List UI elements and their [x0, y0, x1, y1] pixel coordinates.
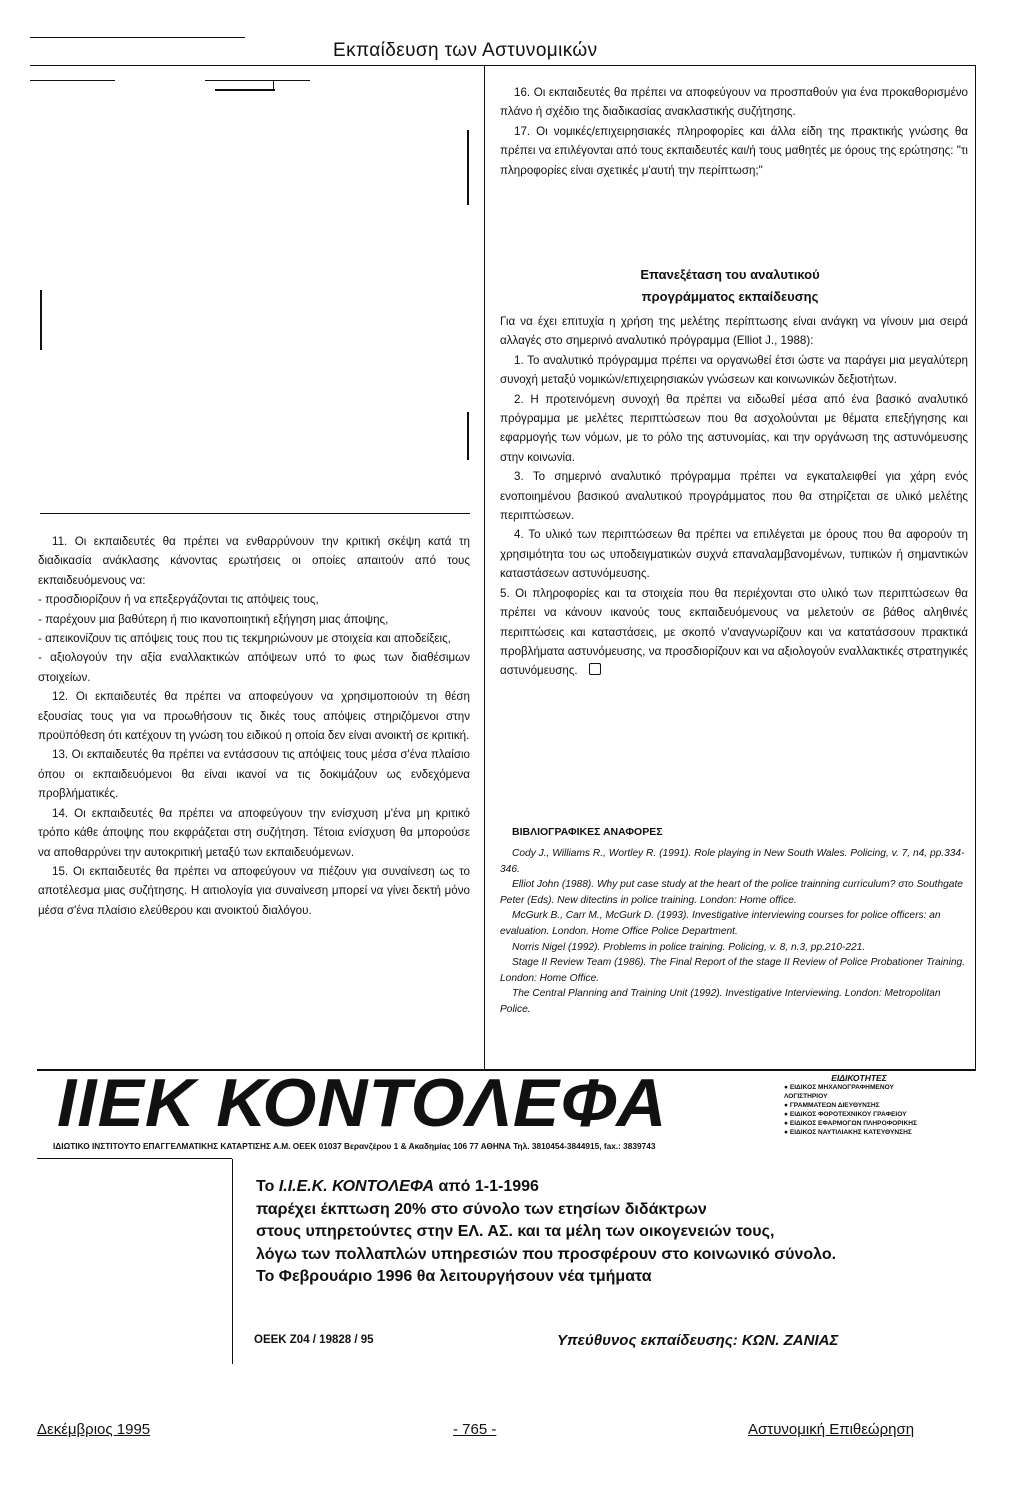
review-item: 1. Το αναλυτικό πρόγραμμα πρέπει να οργανωθεί έτσι ώστε να παράγει μια μεγαλύτερη συνοχή μεταξύ νομικών/επιχειρησιακών γνώσεων και κοινωνικών δεξιοτήτων. — [500, 353, 968, 387]
right-edge-rule — [975, 66, 976, 1071]
review-item: 4. Το υλικό των περιπτώσεων θα πρέπει να επιλέγεται με όρους που θα αφορούν τη χρησιμότητα του ως υποδειγματικών συχνά επαναλαμβανομένων, τυπικών ή σημαντικών καταστάσεων αστυνόμευσης. — [500, 528, 968, 581]
reference-item: Elliot John (1988). Why put case study at the heart of the police trainning curriculum? στο Southgate Peter (Eds). New ditectins in police training. London: Home office. — [500, 879, 963, 906]
specialty-item: ● ΕΙΔΙΚΟΣ ΝΑΥΤΙΛΙΑΚΗΣ ΚΑΤΕΥΘΥΝΣΗΣ — [784, 1128, 912, 1136]
paragraph-15: 15. Οι εκπαιδευτές θα πρέπει να αποφεύγουν να πιέζουν για συναίνεση ως το αποτέλεσμα μιας συζήτησης. Η αιτιολογία για συναίνεση μπορεί να γίνει δεκτή μόνο μέσα σ'ένα πλαίσιο ελεύθερου και ανοικτού διαλόγου. — [38, 864, 470, 917]
specialty-item: ● ΕΙΔΙΚΟΣ ΦΟΡΟΤΕΧΝΙΚΟΥ ΓΡΑΦΕΙΟΥ — [784, 1110, 907, 1118]
header-rule-right — [30, 65, 976, 66]
header-rule-mid2 — [205, 80, 310, 81]
bullet-item: - απεικονίζουν τις απόψεις τους που τις τεκμηριώνουν με στοιχεία και αποδείξεις, — [38, 632, 451, 646]
paragraph-13: 13. Οι εκπαιδευτές θα πρέπει να εντάσσουν τις απόψεις τους μέσα σ'ένα πλαίσιο όπου οι εκπαιδευόμενοι θα είναι ικανοί να τις δοκιμάζουν ως ενδεχόμενα προβλήματικές. — [38, 748, 470, 801]
page-header-title: Εκπαίδευση των Αστυνομικών — [333, 40, 598, 61]
responsible-person: Υπεύθυνος εκπαίδευσης: ΚΩΝ. ΖΑΝΙΑΣ — [557, 1332, 839, 1349]
paragraph-17: 17. Οι νομικές/επιχειρησιακές πληροφορίες και άλλα είδη της πρακτικής γνώσης θα πρέπει να επιλέγονται από τους εκπαιδευτές και/ή τους μαθητές με όρους της ερώτησης: "τι πληροφορίες είναι σχετικές μ'αυτή την περίπτωση;" — [500, 124, 968, 177]
reference-item: Norris Nigel (1992). Problems in police training. Policing, v. 8, n.3, pp.210-221. — [512, 941, 866, 953]
offer-line: Το Φεβρουάριο 1996 θα λειτουργήσουν νέα τμήματα — [256, 1268, 652, 1286]
footer-page-number: - 765 - — [453, 1421, 497, 1438]
review-item: 5. Οι πληροφορίες και τα στοιχεία που θα περιέχονται στο υλικό των περιπτώσεων θα πρέπει να κάνουν ικανούς τους εκπαιδευόμενους να μελετούν σε βάθος αληθινές περιπτώσεις και καταστάσεις, με σκοπό ν'αναγνωρίζουν και να κατατάσσουν πρακτικά προβλήματα αστυνόμευσης, να προσδιορίζουν και να αξιολογούν εναλλακτικές στρατηγικές αστυνόμευσης. — [500, 586, 968, 678]
left-bar-top — [467, 130, 469, 205]
left-bar-mid2 — [467, 412, 469, 460]
specialty-item: ● ΓΡΑΜΜΑΤΕΩΝ ΔΙΕΥΘΥΝΣΗΣ — [784, 1101, 880, 1109]
reference-item: McGurk B., Carr M., McGurk D. (1993). Investigative interviewing courses for police officers: an evaluation. London. Home Office Police Department. — [500, 910, 941, 937]
footer-journal: Αστυνομική Επιθεώρηση — [748, 1421, 915, 1438]
ad-box-left — [232, 1159, 233, 1364]
bullet-item: - αξιολογούν την αξία εναλλακτικών απόψεων υπό το φως των διαθέσιμων στοιχείων. — [38, 651, 470, 684]
ad-box-top — [37, 1158, 232, 1159]
specialty-item: ● ΕΙΔΙΚΟΣ ΜΗΧΑΝΟΓΡΑΦΗΜΕΝΟΥ ΛΟΓΙΣΤΗΡΙΟΥ — [784, 1084, 894, 1100]
header-rule-left — [30, 37, 245, 38]
left-column-text — [38, 532, 470, 920]
institute-name: Ι.Ι.Ε.Κ. ΚΟΝΤΟΛΕΦΑ — [278, 1178, 435, 1195]
left-bar-mid — [40, 290, 42, 350]
paragraph-16: 16. Οι εκπαιδευτές θα πρέπει να αποφεύγουν να προσπαθούν για ένα προκαθορισμένο πλάνο ή σχέδιο της διαδικασίας ανακλαστικής συζήτησης. — [500, 86, 968, 119]
review-intro: Για να έχει επιτυχία η χρήση της μελέτης περίπτωσης είναι ανάγκη να γίνουν μια σειρά αλλαγές στο σημερινό αναλυτικό πρόγραμμα (Elliot J., 1988): — [500, 315, 968, 348]
review-item: 2. Η προτεινόμενη συνοχή θα πρέπει να ειδωθεί μέσα από ένα βασικό αναλυτικό πρόγραμμα με μελέτες περιπτώσεων που θα ασχολούνται με θέματα επεξήγησης και εφαρμογής των νόμων, με το ρόλο της αστυνομίας, και την οργάνωση της αστυνόμευσης στην κοινωνία. — [500, 392, 968, 464]
ad-address: ΙΔΙΩΤΙΚΟ ΙΝΣΤΙΤΟΥΤΟ ΕΠΑΓΓΕΛΜΑΤΙΚΗΣ ΚΑΤΑΡΤΙΣΗΣ Α.Μ. ΟΕΕΚ 01037 Βερανζέρου 1 & Ακαδημίας 106 77 ΑΘΗΝΑ Τηλ. 3810454-3844915, fax.: 3839743 — [53, 1141, 656, 1151]
bullet-item: - προσδιορίζουν ή να επεξεργάζονται τις απόψεις τους, — [38, 593, 319, 607]
offer-text — [256, 1176, 976, 1289]
references-heading: ΒΙΒΛΙΟΓΡΑΦΙΚΕΣ ΑΝΑΦΟΡΕΣ — [512, 826, 663, 838]
reference-item: Stage II Review Team (1986). The Final Report of the stage II Review of Police Probationer Training. London: Home Office. — [500, 957, 966, 984]
offer-line: παρέχει έκπτωση 20% στο σύνολο των ετησίων διδάκτρων — [256, 1200, 707, 1218]
paragraph-11: 11. Οι εκπαιδευτές θα πρέπει να ενθαρρύνουν την κριτική σκέψη κατά τη διαδικασία ανάκλασης κάνοντας ερωτήσεις οι οποίες απαιτούν από τους εκπαιδευόμενους να: — [38, 535, 470, 587]
permit-number: ΟΕΕΚ Ζ04 / 19828 / 95 — [254, 1334, 374, 1346]
right-top-text — [500, 83, 968, 180]
header-bracket — [215, 89, 275, 91]
paragraph-14: 14. Οι εκπαιδευτές θα πρέπει να αποφεύγουν την ενίσχυση μ'ένα μη κριτικό τρόπο κάθε άποψης που εκφράζεται στη συζήτηση. Τέτοια ενίσχυση θα μπορούσε να αποθαρρύνει την αυτοκριτική μεταξύ των εκπαιδευόμενων. — [38, 806, 470, 859]
column-divider — [484, 66, 485, 1071]
end-mark-icon — [589, 663, 601, 675]
ad-logo: ΙΙΕΚ ΚΟΝΤΟΛΕΦΑ — [57, 1065, 668, 1141]
header-bracket-v — [273, 80, 274, 91]
specialties-heading: ΕΙΔΙΚΟΤΗΤΕΣ — [831, 1073, 887, 1083]
references-list — [500, 846, 966, 1018]
review-body — [500, 312, 968, 681]
specialty-item: ● ΕΙΔΙΚΟΣ ΕΦΑΡΜΟΓΩΝ ΠΛΗΡΟΦΟΡΙΚΗΣ — [784, 1119, 917, 1127]
footer-date: Δεκέμβριος 1995 — [37, 1421, 151, 1438]
paragraph-12: 12. Οι εκπαιδευτές θα πρέπει να αποφεύγουν να χρησιμοποιούν τη θέση εξουσίας τους για να προωθήσουν τις δικές τους απόψεις στηριζόμενοι στην προϋπόθεση ότι κατέχουν τη γνώση του ειδικού η οποία δεν είναι ανοικτή σε κριτική. — [38, 690, 470, 743]
offer-line: Το Ι.Ι.Ε.Κ. ΚΟΝΤΟΛΕΦΑ από 1-1-1996 — [256, 1178, 539, 1195]
offer-line: λόγω των πολλαπλών υπηρεσιών που προσφέρουν στο κοινωνικό σύνολο. — [256, 1245, 837, 1263]
left-rule-bottom — [40, 513, 470, 514]
offer-line: στους υπηρετούντες στην ΕΛ. ΑΣ. και τα μέλη των οικογενειών τους, — [256, 1223, 775, 1241]
review-item: 3. Το σημερινό αναλυτικό πρόγραμμα πρέπει να εγκαταλειφθεί για χάρη ενός ενοποιημένου βασικού αναλυτικού προγράμματος που θα στηρίζεται σε υλικό μελέτης περιπτώσεων. — [500, 470, 968, 523]
review-heading-2: προγράμματος εκπαίδευσης — [641, 289, 819, 304]
review-heading-1: Επανεξέταση του αναλυτικού — [640, 267, 820, 282]
bullet-item: - παρέχουν μια βαθύτερη ή πιο ικανοποιητική εξήγηση μιας άποψης, — [38, 612, 389, 626]
header-rule-mid — [30, 80, 115, 81]
ad-specialties — [784, 1073, 934, 1137]
reference-item: Cody J., Williams R., Wortley R. (1991). Role playing in New South Wales. Policing, v. 7, n4, pp.334-346. — [500, 848, 965, 875]
reference-item: The Central Planning and Training Unit (1992). Investigative Interviewing. London: Metropolitan Police. — [500, 988, 941, 1015]
